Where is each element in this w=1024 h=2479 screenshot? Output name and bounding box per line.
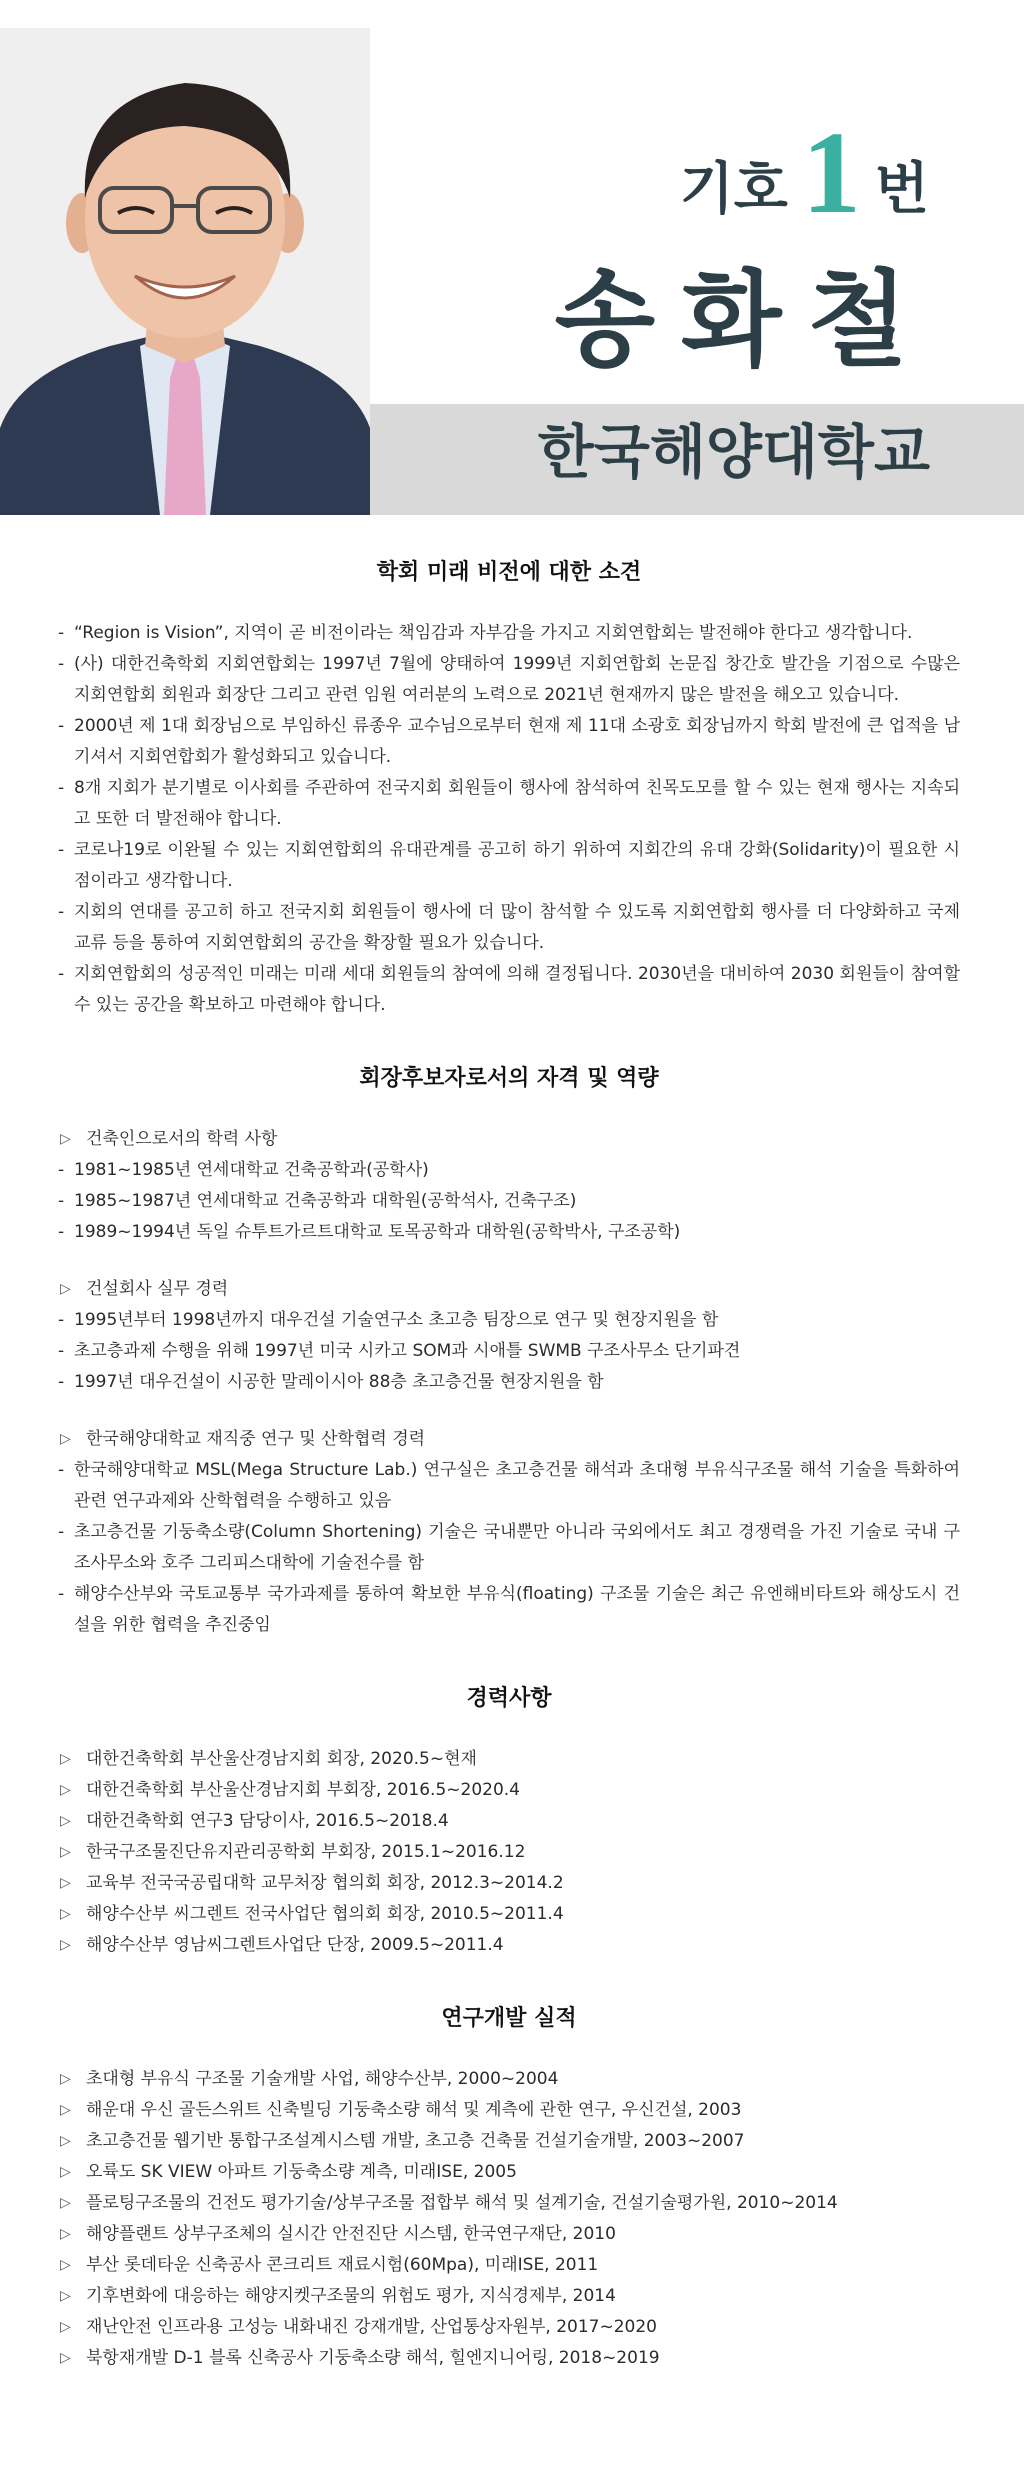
triangle-right-outline-icon: ▷: [60, 1813, 71, 1829]
research-item: [58, 2064, 960, 2095]
number-suffix: 번: [874, 157, 929, 222]
triangle-right-outline-icon: ▷: [60, 2195, 71, 2211]
vision-item: - 지회의 연대를 공고히 하고 전국지회 회원들이 행사에 더 많이 참석할 수 있도록 지회연합회 행사를 더 다양화하고 국제교류 등을 통하여 지회연합회의 공간을 확장할 필요가 있습니다.: [58, 897, 960, 959]
research-item-text: 부산 롯데타운 신축공사 콘크리트 재료시험(60Mpa), 미래ISE, 2011: [86, 2255, 599, 2275]
triangle-right-outline-icon: ▷: [60, 2102, 71, 2118]
group-heading-label: 한국해양대학교 재직중 연구 및 산학협력 경력: [86, 1429, 426, 1449]
number-prefix: 기호: [679, 157, 788, 222]
group-heading-label: 건축인으로서의 학력 사항: [86, 1129, 278, 1149]
career-item: [58, 1868, 960, 1899]
education-item: - 1989~1994년 독일 슈투트가르트대학교 토목공학과 대학원(공학박사, 구조공학): [58, 1217, 960, 1248]
research-cooperation-list: [58, 1455, 960, 1641]
research-item: [58, 2095, 960, 2126]
career-item-text: 해양수산부 영남씨그렌트사업단 단장, 2009.5~2011.4: [86, 1935, 504, 1955]
triangle-right-outline-icon: ▷: [60, 2288, 71, 2304]
portrait-illustration: [0, 28, 370, 515]
group-heading: [58, 1424, 960, 1455]
candidate-statement: [58, 515, 960, 2374]
industry-experience-item: - 1997년 대우건설이 시공한 말레이시아 88층 초고층건물 현장지원을 함: [58, 1367, 960, 1398]
education-list: [58, 1155, 960, 1248]
research-item: [58, 2312, 960, 2343]
triangle-right-outline-icon: ▷: [60, 2350, 71, 2366]
triangle-right-outline-icon: ▷: [60, 1875, 71, 1891]
research-item-text: 재난안전 인프라용 고성능 내화내진 강재개발, 산업통상자원부, 2017~2020: [86, 2317, 657, 2337]
research-item: [58, 2188, 960, 2219]
career-item: [58, 1744, 960, 1775]
research-item: [58, 2250, 960, 2281]
triangle-right-outline-icon: ▷: [60, 2071, 71, 2087]
vision-item: - “Region is Vision”, 지역이 곧 비전이라는 책임감과 자부감을 가지고 지회연합회는 발전해야 한다고 생각합니다.: [58, 618, 960, 649]
triangle-right-outline-icon: ▷: [60, 1782, 71, 1798]
career-item-text: 대한건축학회 부산울산경남지회 회장, 2020.5~현재: [86, 1749, 477, 1769]
research-item-text: 북항재개발 D-1 블록 신축공사 기둥축소량 해석, 힐엔지니어링, 2018~2019: [86, 2348, 660, 2368]
triangle-right-outline-icon: ▷: [60, 2319, 71, 2335]
vision-title: 학회 미래 비전에 대한 소견: [376, 560, 642, 585]
research-item-text: 기후변화에 대응하는 해양지켓구조물의 위험도 평가, 지식경제부, 2014: [86, 2286, 616, 2306]
triangle-right-outline-icon: ▷: [60, 2133, 71, 2149]
education-item: - 1981~1985년 연세대학교 건축공학과(공학사): [58, 1155, 960, 1186]
research-item-text: 해운대 우신 골든스위트 신축빌딩 기둥축소량 해석 및 계측에 관한 연구, 우신건설, 2003: [86, 2100, 742, 2120]
career-item-text: 대한건축학회 부산울산경남지회 부회장, 2016.5~2020.4: [86, 1780, 520, 1800]
research-item: [58, 2343, 960, 2374]
research-list: [58, 2064, 960, 2374]
research-item: [58, 2219, 960, 2250]
triangle-right-outline-icon: ▷: [60, 1844, 71, 1860]
triangle-right-outline-icon: ▷: [60, 1281, 71, 1297]
candidate-number-value: 1: [801, 107, 861, 238]
triangle-right-outline-icon: ▷: [60, 1431, 71, 1447]
research-item-text: 플로팅구조물의 건전도 평가기술/상부구조물 접합부 해석 및 설계기술, 건설기술평가원, 2010~2014: [86, 2193, 838, 2213]
education-item: - 1985~1987년 연세대학교 건축공학과 대학원(공학석사, 건축구조): [58, 1186, 960, 1217]
research-item-text: 초고층건물 웹기반 통합구조설계시스템 개발, 초고층 건축물 건설기술개발, 2003~2007: [86, 2131, 745, 2151]
vision-item: - 2000년 제 1대 회장님으로 부임하신 류종우 교수님으로부터 현재 제 11대 소광호 회장님까지 학회 발전에 큰 업적을 남기셔서 지회연합회가 활성화되고 있습니다.: [58, 711, 960, 773]
industry-experience-item: - 1995년부터 1998년까지 대우건설 기술연구소 초고층 팀장으로 연구 및 현장지원을 함: [58, 1305, 960, 1336]
career-item-text: 교육부 전국국공립대학 교무처장 협의회 회장, 2012.3~2014.2: [86, 1873, 564, 1893]
research-item-text: 오륙도 SK VIEW 아파트 기둥축소량 계측, 미래ISE, 2005: [86, 2162, 517, 2182]
industry-experience-item: - 초고층과제 수행을 위해 1997년 미국 시카고 SOM과 시애틀 SWMB 구조사무소 단기파견: [58, 1336, 960, 1367]
triangle-right-outline-icon: ▷: [60, 1751, 71, 1767]
industry-experience-group: [58, 1274, 960, 1398]
candidate-name: 송화철: [554, 259, 934, 381]
research-cooperation-item: - 해양수산부와 국토교통부 국가과제를 통하여 확보한 부유식(floating) 구조물 기술은 최근 유엔해비타트와 해상도시 건설을 위한 협력을 추진중임: [58, 1579, 960, 1641]
group-heading: [58, 1124, 960, 1155]
career-item: [58, 1899, 960, 1930]
group-heading: [58, 1274, 960, 1305]
career-item: [58, 1775, 960, 1806]
group-heading-label: 건설회사 실무 경력: [86, 1279, 229, 1299]
career-item-text: 대한건축학회 연구3 담당이사, 2016.5~2018.4: [86, 1811, 449, 1831]
triangle-right-outline-icon: ▷: [60, 1906, 71, 1922]
qualifications-title: 회장후보자로서의 자격 및 역량: [359, 1066, 659, 1091]
vision-item: - (사) 대한건축학회 지회연합회는 1997년 7월에 양태하여 1999년 지회연합회 논문집 창간호 발간을 기점으로 수많은 지회연합회 회원과 회장단 그리고 관련 임원 여러분의 노력으로 2021년 현재까지 많은 발전을 해오고 있습니다.: [58, 649, 960, 711]
vision-item: - 8개 지회가 분기별로 이사회를 주관하여 전국지회 회원들이 행사에 참석하여 친목도모를 할 수 있는 현재 행사는 지속되고 또한 더 발전해야 합니다.: [58, 773, 960, 835]
triangle-right-outline-icon: ▷: [60, 2164, 71, 2180]
research-item: [58, 2126, 960, 2157]
candidate-header: [0, 0, 1024, 515]
research-item-text: 해양플랜트 상부구조체의 실시간 안전진단 시스템, 한국연구재단, 2010: [86, 2224, 616, 2244]
research-item-text: 초대형 부유식 구조물 기술개발 사업, 해양수산부, 2000~2004: [86, 2069, 559, 2089]
career-title: 경력사항: [466, 1686, 552, 1711]
triangle-right-outline-icon: ▷: [60, 1937, 71, 1953]
research-item: [58, 2281, 960, 2312]
candidate-photo: [0, 28, 370, 515]
triangle-right-outline-icon: ▷: [60, 2257, 71, 2273]
career-list: [58, 1744, 960, 1961]
career-item: [58, 1837, 960, 1868]
career-item: [58, 1930, 960, 1961]
research-cooperation-item: - 초고층건물 기둥축소량(Column Shortening) 기술은 국내뿐만 아니라 국외에서도 최고 경쟁력을 가진 기술로 국내 구조사무소와 호주 그리피스대학에 기술전수를 함: [58, 1517, 960, 1579]
vision-list: [58, 618, 960, 1021]
vision-item: - 코로나19로 이완될 수 있는 지회연합회의 유대관계를 공고히 하기 위하여 지회간의 유대 강화(Solidarity)이 필요한 시점이라고 생각합니다.: [58, 835, 960, 897]
candidate-number: [679, 107, 929, 238]
vision-item: - 지회연합회의 성공적인 미래는 미래 세대 회원들의 참여에 의해 결정됩니다. 2030년을 대비하여 2030 회원들이 참여할 수 있는 공간을 확보하고 마련해야 합니다.: [58, 959, 960, 1021]
research-cooperation-item: - 한국해양대학교 MSL(Mega Structure Lab.) 연구실은 초고층건물 해석과 초대형 부유식구조물 해석 기술을 특화하여 관련 연구과제와 산학협력을 수행하고 있음: [58, 1455, 960, 1517]
candidate-university: 한국해양대학교: [537, 418, 930, 486]
education-group: [58, 1124, 960, 1248]
career-item-text: 해양수산부 씨그렌트 전국사업단 협의회 회장, 2010.5~2011.4: [86, 1904, 564, 1924]
research-item: [58, 2157, 960, 2188]
career-item: [58, 1806, 960, 1837]
career-item-text: 한국구조물진단유지관리공학회 부회장, 2015.1~2016.12: [86, 1842, 526, 1862]
industry-experience-list: [58, 1305, 960, 1398]
research-title: 연구개발 실적: [441, 2006, 577, 2031]
research-cooperation-group: [58, 1424, 960, 1641]
triangle-right-outline-icon: ▷: [60, 1131, 71, 1147]
triangle-right-outline-icon: ▷: [60, 2226, 71, 2242]
